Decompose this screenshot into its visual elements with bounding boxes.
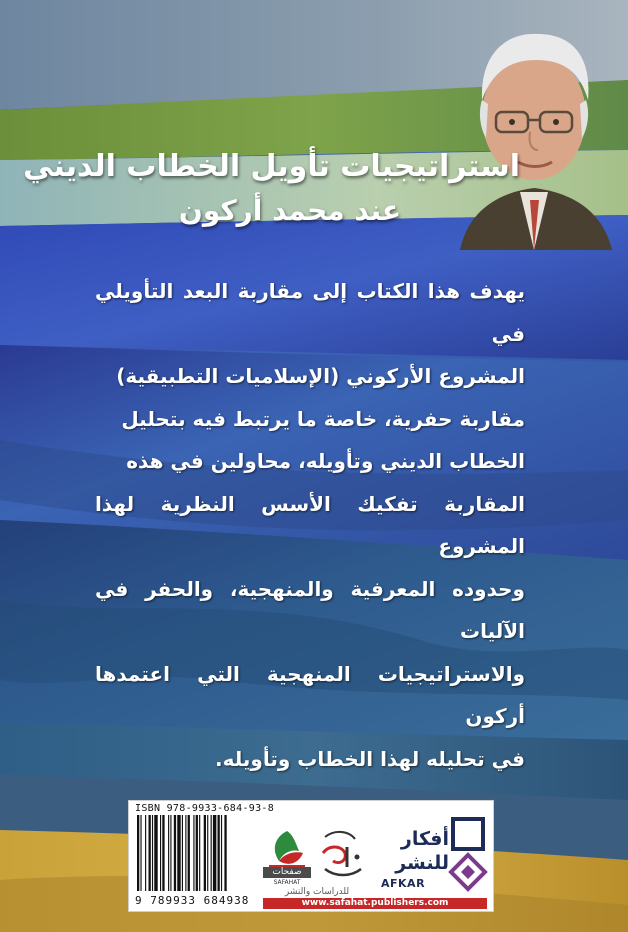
isbn-label: ISBN 978-9933-684-93-8 xyxy=(135,803,275,814)
barcode-bar xyxy=(149,815,151,891)
barcode-bar xyxy=(199,815,200,891)
book-title-block xyxy=(23,145,520,233)
barcode-bar xyxy=(185,815,186,891)
book-title: استراتيجيات تأويل الخطاب الديني xyxy=(23,149,520,184)
barcode-bar xyxy=(154,815,157,891)
dar-harf-caption: للدراسات والنشر xyxy=(284,887,350,897)
barcode-bar xyxy=(224,815,226,891)
isbn-digits: 9 789933 684938 xyxy=(135,894,250,907)
barcode-bar xyxy=(204,815,206,891)
barcode-bar xyxy=(207,815,208,891)
blurb-line: والاستراتيجيات المنهجية التي اعتمدها أركون xyxy=(95,661,525,728)
barcode-bar xyxy=(145,815,146,891)
barcode-bar xyxy=(168,815,169,891)
barcode-bar xyxy=(218,815,220,891)
blurb-line: يهدف هذا الكتاب إلى مقاربة البعد التأويلي في xyxy=(95,279,525,346)
afkar-logo-icon xyxy=(447,815,489,899)
blurb-line: في تحليله لهذا الخطاب وتأويله. xyxy=(215,746,525,771)
barcode-bar xyxy=(196,815,198,891)
publisher-barcode-panel xyxy=(128,800,494,912)
barcode-bar xyxy=(137,815,139,891)
afkar-name-en: AFKAR xyxy=(381,877,426,890)
barcode-bar xyxy=(182,815,183,891)
barcode-bar xyxy=(174,815,176,891)
barcode-bar xyxy=(162,815,164,891)
blurb-line: وحدوده المعرفية والمنهجية، والحفر في الآليات xyxy=(95,576,525,643)
blurb-line: المشروع الأركوني (الإسلاميات التطبيقية) xyxy=(116,364,525,388)
publisher-website[interactable]: www.safahat.publishers.com xyxy=(263,898,487,909)
barcode-bar xyxy=(152,815,153,891)
back-cover-blurb xyxy=(95,270,525,780)
barcode-bar xyxy=(160,815,161,891)
safahat-name-ar: صفحات xyxy=(263,867,311,878)
afkar-name-line: للنشر xyxy=(395,852,449,874)
safahat-name-en: SAFAHAT xyxy=(273,879,301,886)
barcode-icon xyxy=(135,815,257,893)
barcode-bar xyxy=(170,815,171,891)
blurb-line: المقاربة تفكيك الأسس النظرية لهذا المشروع xyxy=(95,491,525,558)
barcode-bar xyxy=(211,815,212,891)
barcode-bar xyxy=(177,815,180,891)
afkar-name-ar xyxy=(379,827,449,875)
dar-harf-logo-icon xyxy=(315,823,371,885)
blurb-line: مقاربة حفرية، خاصة ما يرتبط فيه بتحليل xyxy=(121,406,525,431)
barcode-bar xyxy=(188,815,190,891)
barcode-bar xyxy=(193,815,194,891)
blurb-line: الخطاب الديني وتأويله، محاولين في هذه xyxy=(126,449,525,473)
barcode-bar xyxy=(140,815,141,891)
barcode-bar xyxy=(213,815,216,891)
book-subtitle-author: عند محمد أركون xyxy=(178,194,402,227)
barcode-bar xyxy=(221,815,222,891)
afkar-name-line: أفكار xyxy=(400,828,449,850)
